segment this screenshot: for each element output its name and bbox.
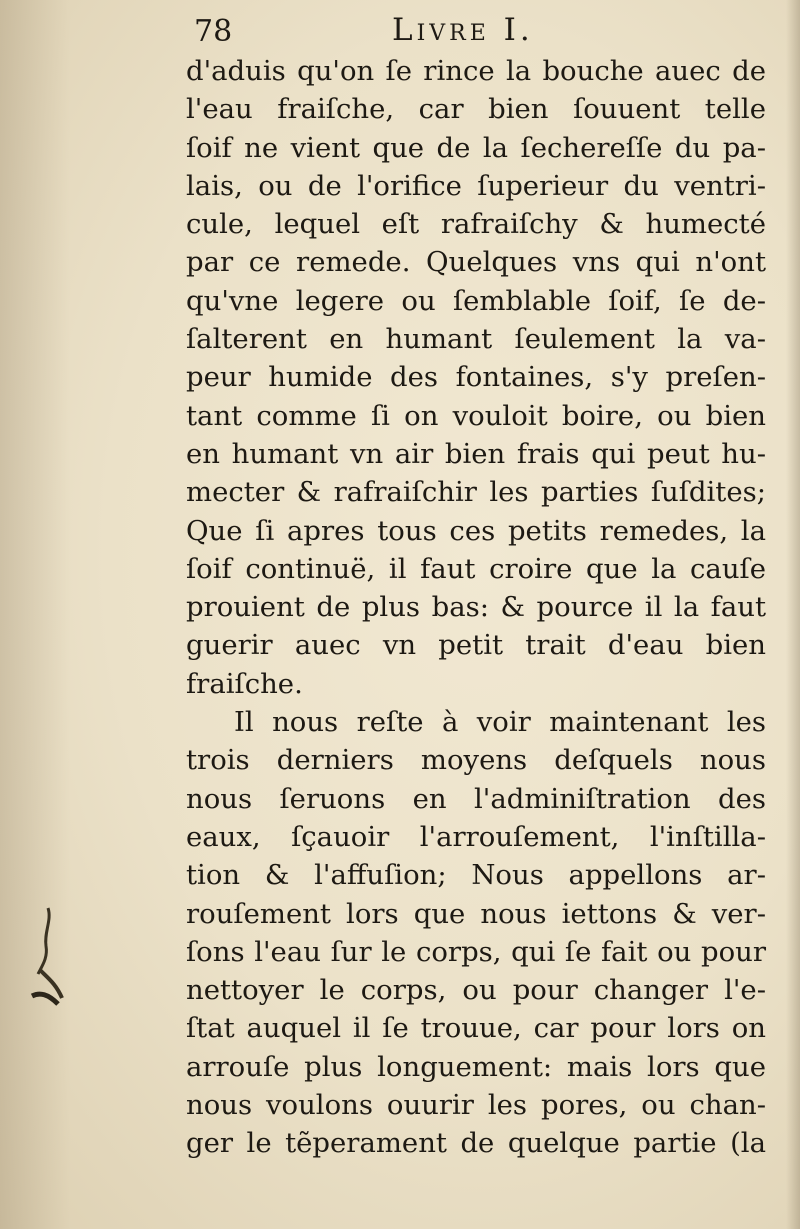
text-line: ger le tẽperament de quelque partie (la [186, 1127, 766, 1160]
text-line: trois derniers moyens deſquels nous [186, 744, 766, 777]
text-line: ſoif continuë, il faut croire que la cauſe [186, 552, 766, 585]
page-edge [786, 0, 800, 1229]
text-line: nous ſeruons en l'adminiſtration des [186, 782, 766, 815]
text-line: arrouſe plus longuement: mais lors que [186, 1050, 766, 1083]
text-line: nettoyer le corps, ou pour changer l'e- [186, 974, 766, 1007]
text-line: mecter & rafraiſchir les parties ſuſdites; [186, 476, 766, 509]
page-header [194, 12, 784, 52]
text-line: ſoif ne vient que de la ſechereſſe du pa- [186, 131, 766, 164]
marginal-ink-mark [18, 900, 74, 1030]
text-line: prouient de plus bas: & pource il la faut [186, 591, 766, 624]
paragraph-start-line: Il nous reſte à voir maintenant les [234, 706, 766, 739]
text-line: ſalterent en humant ſeulement la va- [186, 323, 766, 356]
text-line: tion & l'affuſion; Nous appellons ar- [186, 859, 766, 892]
text-line: rouſement lors que nous iettons & ver- [186, 897, 766, 930]
text-line: eaux, ſçauoir l'arrouſement, l'inſtilla- [186, 820, 766, 853]
text-line: guerir auec vn petit trait d'eau bien [186, 629, 766, 662]
text-line: ſtat auquel il ſe trouue, car pour lors on [186, 1012, 766, 1045]
text-line: cule, lequel eſt rafraiſchy & humecté [186, 208, 766, 241]
gutter-shadow [0, 0, 70, 1229]
text-line: l'eau fraiſche, car bien ſouuent telle [186, 93, 766, 126]
running-title: Livre I. [392, 12, 534, 48]
text-line: lais, ou de l'orifice ſuperieur du ventri- [186, 169, 766, 202]
text-line: nous voulons ouurir les pores, ou chan- [186, 1089, 766, 1122]
text-line: fraiſche. [186, 667, 303, 700]
text-line: d'aduis qu'on ſe rince la bouche auec de [186, 55, 766, 87]
text-line: en humant vn air bien frais qui peut hu- [186, 437, 766, 470]
text-line: tant comme ſi on vouloit boire, ou bien [186, 399, 766, 432]
text-line: ſons l'eau ſur le corps, qui ſe fait ou pour [186, 935, 766, 968]
text-line: peur humide des fontaines, s'y preſen- [186, 361, 766, 394]
page-number: 78 [194, 14, 233, 49]
body-text [186, 52, 766, 1163]
text-line: Que ſi apres tous ces petits remedes, la [186, 514, 766, 547]
text-line: par ce remede. Quelques vns qui n'ont [186, 246, 766, 279]
text-line: qu'vne legere ou ſemblable ſoif, ſe de- [186, 284, 766, 317]
